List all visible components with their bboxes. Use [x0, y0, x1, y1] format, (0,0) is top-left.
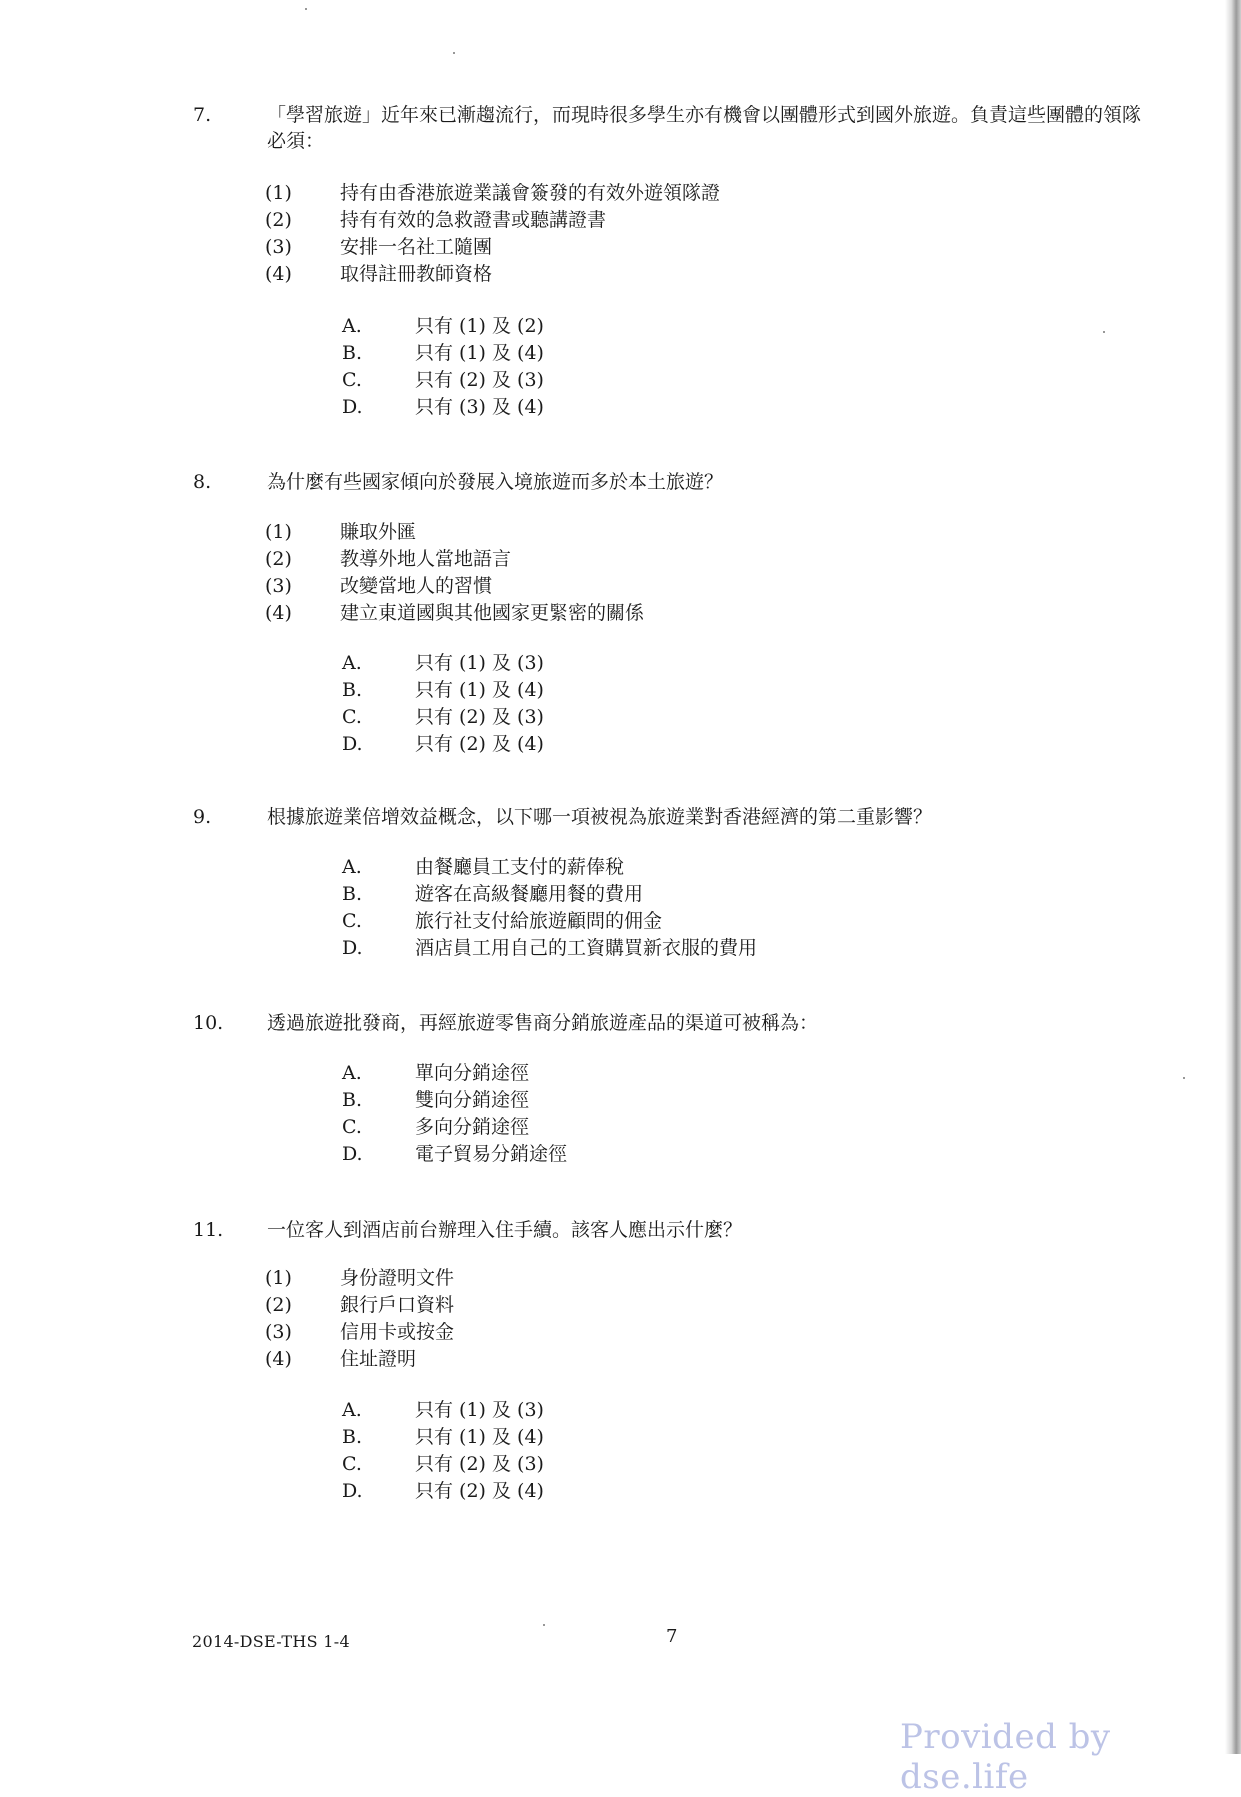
option-text: 只有 (2) 及 (3) — [415, 369, 544, 391]
question-number: 11. — [193, 1219, 224, 1241]
statement-number: (3) — [265, 236, 292, 258]
question-stem: 「學習旅遊」近年來已漸趨流行，而現時很多學生亦有機會以團體形式到國外旅遊。負責這些團體的領隊必須： — [267, 104, 1142, 152]
statement-text: 改變當地人的習慣 — [340, 575, 493, 597]
statement-text: 信用卡或按金 — [340, 1321, 455, 1343]
scan-speck — [543, 1624, 545, 1626]
statement-number: (4) — [265, 263, 292, 285]
option-letter: C. — [342, 910, 362, 932]
option-letter: A. — [342, 1399, 362, 1421]
option-text: 只有 (1) 及 (4) — [415, 1426, 544, 1448]
statement-number: (4) — [265, 602, 292, 624]
statement-number: (2) — [265, 548, 292, 570]
page-edge — [1225, 0, 1241, 1754]
option-text: 電子貿易分銷途徑 — [415, 1143, 568, 1165]
option-letter: C. — [342, 1116, 362, 1138]
scan-speck — [453, 52, 455, 54]
option-text: 只有 (2) 及 (4) — [415, 733, 544, 755]
statement-text: 建立東道國與其他國家更緊密的關係 — [340, 602, 645, 624]
question-stem: 根據旅遊業倍增效益概念，以下哪一項被視為旅遊業對香港經濟的第二重影響？ — [267, 806, 933, 828]
scan-speck — [1103, 331, 1105, 333]
statement-text: 持有有效的急救證書或聽講證書 — [340, 209, 607, 231]
option-letter: B. — [342, 883, 363, 905]
option-letter: C. — [342, 706, 362, 728]
option-letter: D. — [342, 396, 363, 418]
option-letter: A. — [342, 1062, 362, 1084]
option-text: 只有 (1) 及 (3) — [415, 652, 544, 674]
option-text: 只有 (2) 及 (3) — [415, 1453, 544, 1475]
scan-speck — [305, 8, 307, 10]
option-letter: B. — [342, 1426, 363, 1448]
option-text: 旅行社支付給旅遊顧問的佣金 — [415, 910, 663, 932]
option-letter: A. — [342, 856, 362, 878]
option-text: 只有 (3) 及 (4) — [415, 396, 544, 418]
option-letter: A. — [342, 315, 362, 337]
question-stem: 一位客人到酒店前台辦理入住手續。該客人應出示什麼？ — [267, 1219, 743, 1241]
paper-code: 2014-DSE-THS 1-4 — [192, 1632, 350, 1651]
statement-text: 教導外地人當地語言 — [340, 548, 512, 570]
statement-number: (2) — [265, 1294, 292, 1316]
question-number: 8. — [193, 471, 212, 493]
option-letter: C. — [342, 1453, 362, 1475]
statement-text: 銀行戶口資料 — [340, 1294, 455, 1316]
option-text: 只有 (1) 及 (2) — [415, 315, 544, 337]
page-number: 7 — [666, 1626, 678, 1647]
question-number: 7. — [193, 104, 212, 126]
option-text: 只有 (2) 及 (4) — [415, 1480, 544, 1502]
option-text: 單向分銷途徑 — [415, 1062, 530, 1084]
question-number: 10. — [193, 1012, 224, 1034]
option-letter: B. — [342, 342, 363, 364]
statement-text: 住址證明 — [340, 1348, 417, 1370]
option-letter: D. — [342, 1480, 363, 1502]
option-text: 只有 (1) 及 (4) — [415, 342, 544, 364]
option-text: 遊客在高級餐廳用餐的費用 — [415, 883, 644, 905]
option-letter: D. — [342, 937, 363, 959]
statement-number: (1) — [265, 521, 292, 543]
statement-text: 賺取外匯 — [340, 521, 417, 543]
option-text: 只有 (1) 及 (3) — [415, 1399, 544, 1421]
option-text: 只有 (2) 及 (3) — [415, 706, 544, 728]
option-text: 由餐廳員工支付的薪俸稅 — [415, 856, 625, 878]
statement-number: (3) — [265, 1321, 292, 1343]
option-text: 酒店員工用自己的工資購買新衣服的費用 — [415, 937, 758, 959]
statement-number: (1) — [265, 182, 292, 204]
question-number: 9. — [193, 806, 212, 828]
watermark: Provided by dse.life — [900, 1717, 1111, 1797]
statement-text: 身份證明文件 — [340, 1267, 455, 1289]
option-letter: B. — [342, 1089, 363, 1111]
option-text: 多向分銷途徑 — [415, 1116, 530, 1138]
option-letter: D. — [342, 1143, 363, 1165]
option-letter: B. — [342, 679, 363, 701]
option-letter: D. — [342, 733, 363, 755]
question-stem: 為什麼有些國家傾向於發展入境旅遊而多於本土旅遊？ — [267, 471, 724, 493]
question-stem: 透過旅遊批發商，再經旅遊零售商分銷旅遊產品的渠道可被稱為： — [267, 1012, 819, 1034]
option-text: 只有 (1) 及 (4) — [415, 679, 544, 701]
statement-number: (1) — [265, 1267, 292, 1289]
statement-text: 持有由香港旅遊業議會簽發的有效外遊領隊證 — [340, 182, 721, 204]
scan-speck — [1183, 1077, 1185, 1079]
statement-number: (4) — [265, 1348, 292, 1370]
statement-text: 安排一名社工隨團 — [340, 236, 493, 258]
option-letter: A. — [342, 652, 362, 674]
statement-number: (2) — [265, 209, 292, 231]
statement-number: (3) — [265, 575, 292, 597]
statement-text: 取得註冊教師資格 — [340, 263, 493, 285]
option-text: 雙向分銷途徑 — [415, 1089, 530, 1111]
option-letter: C. — [342, 369, 362, 391]
